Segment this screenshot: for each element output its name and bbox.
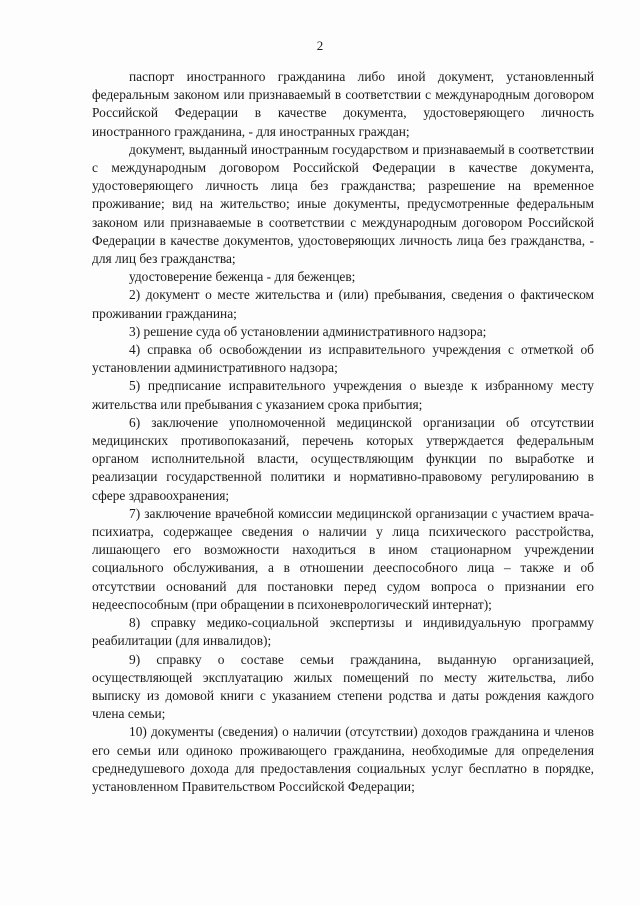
page-number: 2 <box>316 38 324 53</box>
paragraph-item-2: 2) документ о месте жительства и (или) пребывания, сведения о фактическом проживании гражданина; <box>92 287 594 321</box>
paragraph-item-6: 6) заключение уполномоченной медицинской организации об отсутствии медицинских противопоказаний, перечень которых утверждается федеральным органом исполнительной власти, осуществляющим функции по выработке и реализации государственной политики и нормативно-правовому регулированию в сфере здравоохранения; <box>92 414 594 503</box>
paragraph-item-4: 4) справка об освобождении из исправительного учреждения с отметкой об установлении административного надзора; <box>92 342 594 376</box>
paragraph-refugee-certificate: удостоверение беженца - для беженцев; <box>129 269 356 285</box>
paragraph-item-9: 9) справку о составе семьи гражданина, выданную организацией, осуществляющей эксплуатацию жилых помещений по месту жительства, либо выписку из домовой книги с указанием степени родства и даты рождения каждого члена семьи; <box>92 651 594 722</box>
paragraph-item-5: 5) предписание исправительного учреждения о выезде к избранному месту жительства или пребывания с указанием срока прибытия; <box>92 378 594 412</box>
document-body <box>92 68 594 796</box>
paragraph-stateless-documents: документ, выданный иностранным государством и признаваемый в соответствии с международным договором Российской Федерации в качестве документа, удостоверяющего личность лица без гражданства; разрешение на временное проживание; вид на жительство; иные документы, предусмотренные федеральным законом или признаваемые в соответствии с международным договором Российской Федерации в качестве документов, удостоверяющих личность лица без гражданства, - для лиц без гражданства; <box>92 141 594 267</box>
paragraph-foreign-passport: паспорт иностранного гражданина либо иной документ, установленный федеральным законом или признаваемый в соответствии с международным договором Российской Федерации в качестве документа, удостоверяющего личность иностранного гражданина, - для иностранных граждан; <box>92 69 594 139</box>
paragraph-item-10: 10) документы (сведения) о наличии (отсутствии) доходов гражданина и членов его семьи или одиноко проживающего гражданина, необходимые для определения среднедушевого дохода для предоставления социальных услуг бесплатно в порядке, установленном Правительством Российской Федерации; <box>92 724 594 794</box>
paragraph-item-3: 3) решение суда об установлении административного надзора; <box>129 323 487 339</box>
paragraph-item-8: 8) справку медико-социальной экспертизы и индивидуальную программу реабилитации (для инвалидов); <box>92 615 594 649</box>
paragraph-item-7: 7) заключение врачебной комиссии медицинской организации с участием врача-психиатра, содержащее сведения о наличии у лица психического расстройства, лишающего его возможности находиться в ином стационарном учреждении социального обслуживания, а в отношении дееспособного лица – также и об отсутствии оснований для постановки перед судом вопроса о признании его недееспособным (при обращении в психоневрологический интернат); <box>92 505 594 612</box>
